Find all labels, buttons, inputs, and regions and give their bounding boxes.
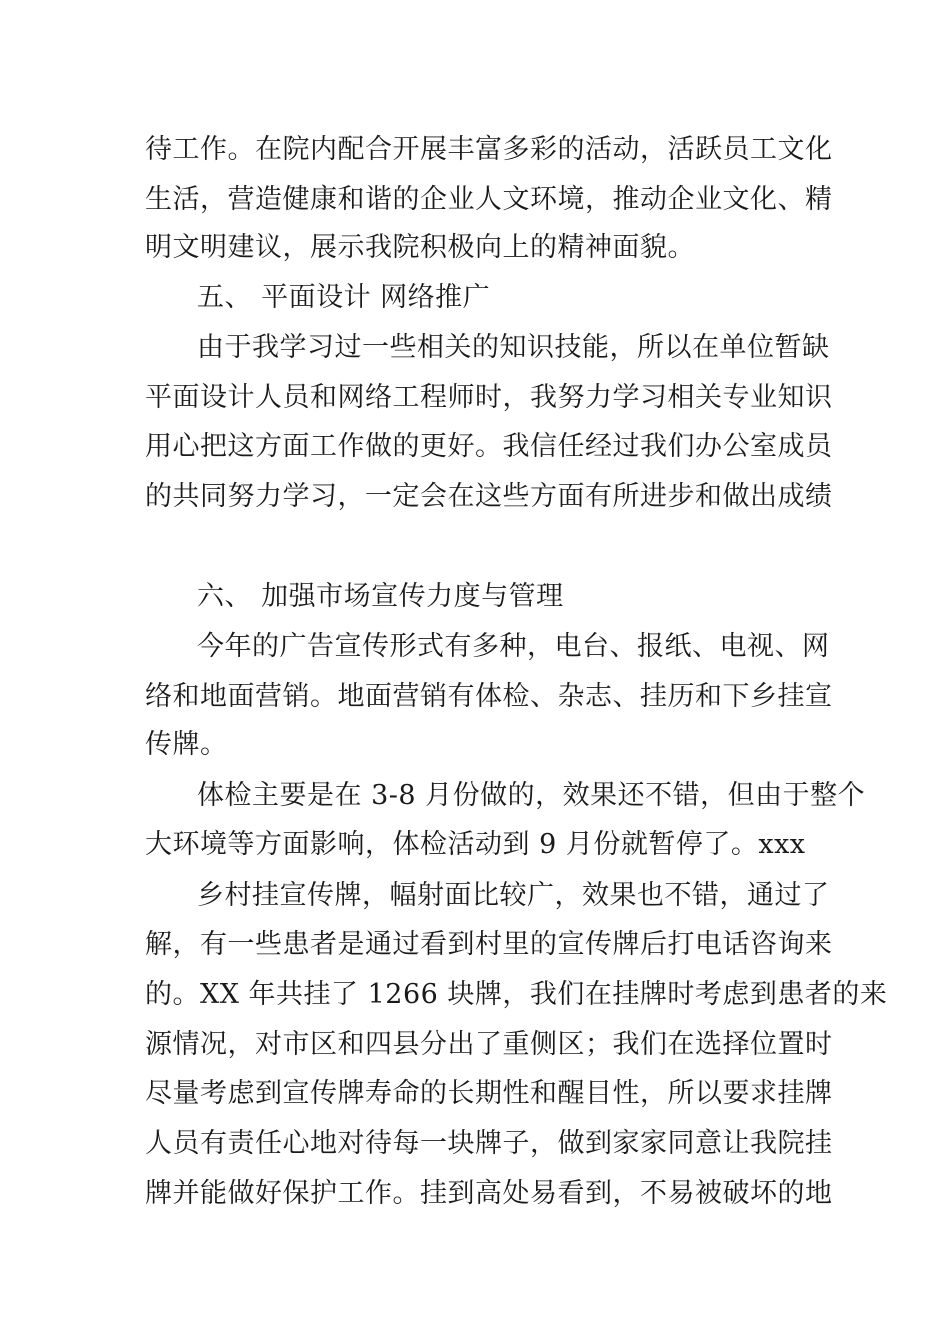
text-line: 人员有责任心地对待每一块牌子，做到家家同意让我院挂 [145, 1128, 833, 1159]
text-line: 今年的广告宣传形式有多种，电台、报纸、电视、网 [197, 631, 830, 662]
text-line: 解，有一些患者是通过看到村里的宣传牌后打电话咨询来 [145, 929, 833, 960]
text-line: 待工作。在院内配合开展丰富多彩的活动，活跃员工文化 [145, 134, 833, 165]
section-heading: 六、 加强市场宣传力度与管理 [197, 581, 564, 612]
text-line: 尽量考虑到宣传牌寿命的长期性和醒目性，所以要求挂牌 [145, 1078, 833, 1109]
text-line: 牌并能做好保护工作。挂到高处易看到，不易被破坏的地 [145, 1178, 833, 1209]
section-heading: 五、 平面设计 网络推广 [197, 282, 491, 313]
text-line: 的共同努力学习，一定会在这些方面有所进步和做出成绩 [145, 481, 833, 512]
text-line: 大环境等方面影响，体检活动到 9 月份就暂停了。xxx [145, 829, 806, 860]
text-line: 用心把这方面工作做的更好。我信任经过我们办公室成员 [145, 431, 833, 462]
text-line: 源情况，对市区和四县分出了重侧区；我们在选择位置时 [145, 1029, 833, 1060]
text-line: 传牌。 [145, 729, 228, 760]
text-line: 生活，营造健康和谐的企业人文环境，推动企业文化、精 [145, 184, 833, 215]
text-line: 平面设计人员和网络工程师时，我努力学习相关专业知识 [145, 382, 833, 413]
text-line: 的。XX 年共挂了 1266 块牌，我们在挂牌时考虑到患者的来 [145, 979, 888, 1010]
text-line: 体检主要是在 3-8 月份做的，效果还不错，但由于整个 [197, 780, 866, 811]
text-line: 由于我学习过一些相关的知识技能，所以在单位暂缺 [197, 332, 830, 363]
text-line: 明文明建议，展示我院积极向上的精神面貌。 [145, 232, 695, 263]
text-line: 络和地面营销。地面营销有体检、杂志、挂历和下乡挂宣 [145, 681, 833, 712]
text-line: 乡村挂宣传牌，幅射面比较广，效果也不错，通过了 [197, 880, 830, 911]
